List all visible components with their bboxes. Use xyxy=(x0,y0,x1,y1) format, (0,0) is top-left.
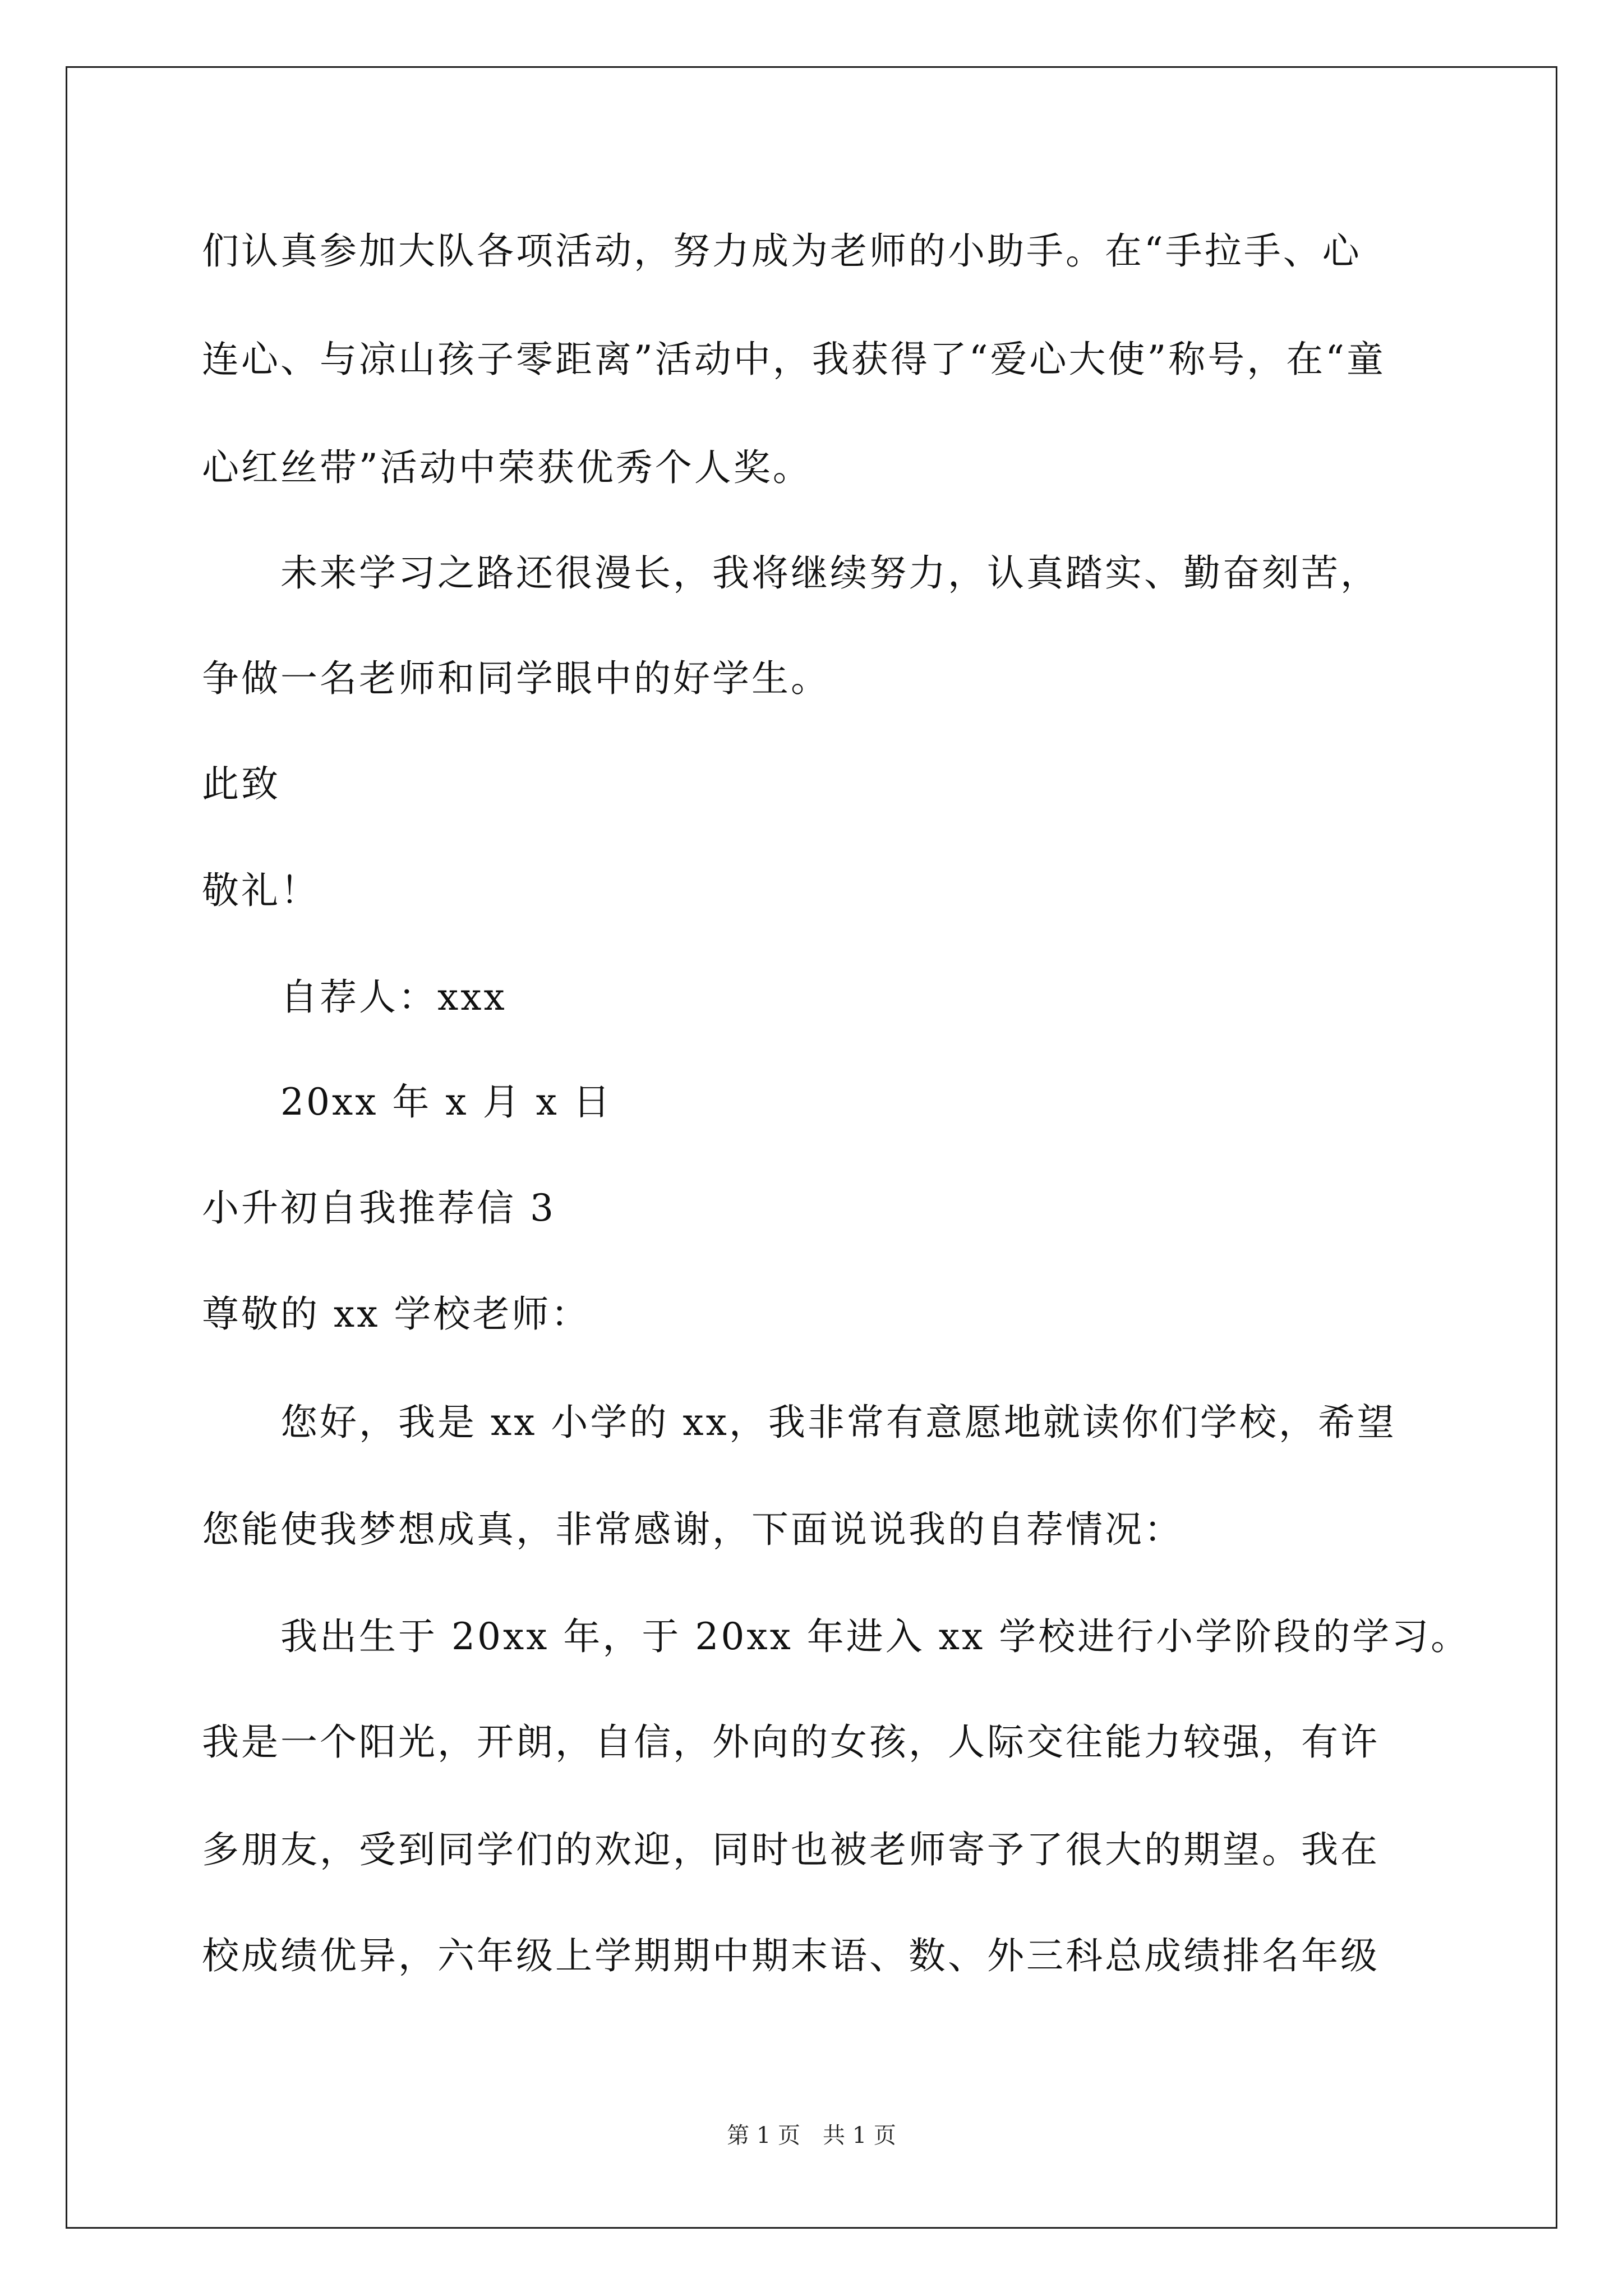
paragraph-line: 您好，我是 xx 小学的 xx，我非常有意愿地就读你们学校，希望 xyxy=(280,1401,1396,1444)
paragraph-line: 未来学习之路还很漫长，我将继续努力，认真踏实、勤奋刻苦， xyxy=(280,551,1380,595)
closing-regards: 敬礼！ xyxy=(202,869,320,912)
paragraph-line: 我是一个阳光，开朗，自信，外向的女孩，人际交往能力较强，有许 xyxy=(202,1720,1380,1764)
paragraph-line: 心红丝带”活动中荣获优秀个人奖。 xyxy=(202,446,812,489)
signature-line: 自荐人：xxx xyxy=(280,976,507,1019)
closing-salutation: 此致 xyxy=(202,762,280,806)
page-border xyxy=(66,66,1557,2229)
paragraph-line: 我出生于 20xx 年，于 20xx 年进入 xx 学校进行小学阶段的学习。 xyxy=(280,1615,1470,1658)
date-line: 20xx 年 x 月 x 日 xyxy=(280,1080,612,1124)
paragraph-line: 连心、与凉山孩子零距离”活动中，我获得了“爱心大使”称号，在“童 xyxy=(202,338,1386,381)
section-title: 小升初自我推荐信 3 xyxy=(202,1186,556,1230)
greeting-line: 尊敬的 xx 学校老师： xyxy=(202,1292,591,1336)
paragraph-line: 多朋友，受到同学们的欢迎，同时也被老师寄予了很大的期望。我在 xyxy=(202,1828,1380,1871)
paragraph-line: 争做一名老师和同学眼中的好学生。 xyxy=(202,657,830,700)
paragraph-line: 校成绩优异，六年级上学期期中期末语、数、外三科总成绩排名年级 xyxy=(202,1934,1380,1977)
paragraph-line: 您能使我梦想成真，非常感谢，下面说说我的自荐情况： xyxy=(202,1508,1183,1551)
paragraph-line: 们认真参加大队各项活动，努力成为老师的小助手。在“手拉手、心 xyxy=(202,229,1362,273)
page-number-footer: 第 1 页 共 1 页 xyxy=(727,2123,896,2148)
